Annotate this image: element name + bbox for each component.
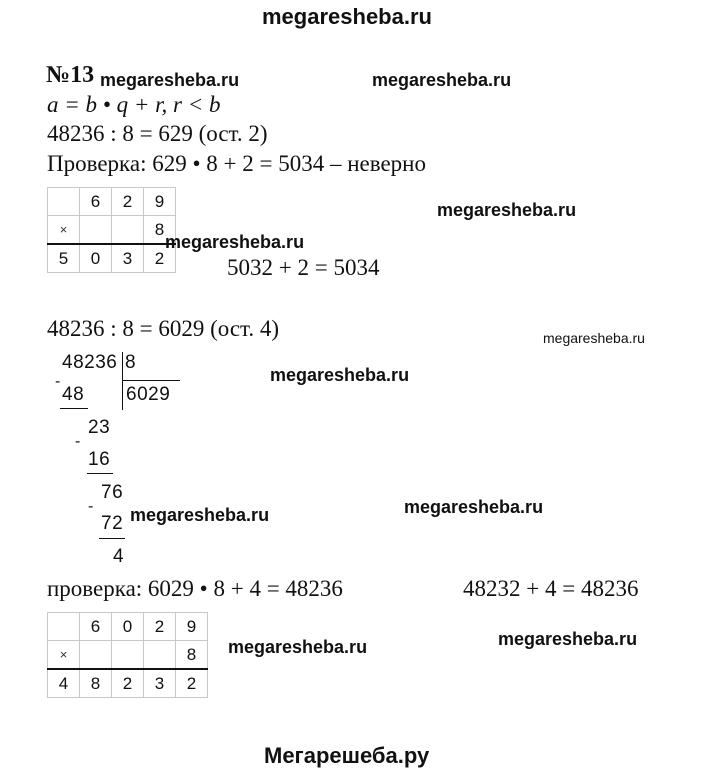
watermark-inline: megaresheba.ru <box>372 70 512 90</box>
underline <box>87 473 113 474</box>
grid-cell: 8 <box>176 641 208 670</box>
solution-line-1: 48236 : 8 = 629 (ост. 2) <box>47 121 268 146</box>
multiplication-grid-1 <box>47 187 176 273</box>
grid-cell: 2 <box>144 244 176 273</box>
grid-cell: 3 <box>112 244 144 273</box>
partial-remainder-2: 76 <box>101 482 124 503</box>
subtrahend-1: 48 <box>62 384 85 405</box>
grid-cell: 4 <box>48 669 80 698</box>
grid-cell: 2 <box>112 669 144 698</box>
multiply-sign: × <box>48 641 80 670</box>
check-line-1: Проверка: 629 • 8 + 2 = 5034 – неверно <box>47 151 426 176</box>
watermark-inline: megaresheba.ru <box>130 505 270 525</box>
formula: a = b • q + r, r < b <box>47 92 221 117</box>
grid-cell: 2 <box>144 613 176 641</box>
grid-cell: 0 <box>112 613 144 641</box>
multiply-sign: × <box>48 216 80 245</box>
subtrahend-3: 72 <box>101 513 124 534</box>
grid-cell <box>112 641 144 670</box>
divisor: 8 <box>125 352 137 373</box>
dividend: 48236 <box>62 352 118 373</box>
grid-cell: 3 <box>144 669 176 698</box>
underline <box>99 538 125 539</box>
grid-cell: 8 <box>144 216 176 245</box>
watermark-inline: megaresheba.ru <box>228 637 368 657</box>
underline <box>60 408 88 409</box>
quotient: 6029 <box>126 384 171 405</box>
grid-cell <box>48 613 80 641</box>
footer-watermark: Мегарешеба.ру <box>264 743 430 768</box>
grid-cell <box>80 216 112 245</box>
header-watermark: megaresheba.ru <box>262 4 432 29</box>
division-horizontal-line <box>122 380 180 381</box>
grid-cell: 5 <box>48 244 80 273</box>
minus-sign: - <box>55 373 61 390</box>
minus-sign: - <box>75 433 81 450</box>
grid-cell: 2 <box>112 188 144 216</box>
check-line-2-addition: 48232 + 4 = 48236 <box>463 576 639 601</box>
watermark-inline: megaresheba.ru <box>404 497 544 517</box>
minus-sign: - <box>88 498 94 515</box>
subtrahend-2: 16 <box>88 449 111 470</box>
grid-cell <box>112 216 144 245</box>
grid-cell: 6 <box>80 188 112 216</box>
watermark-small: megaresheba.ru <box>543 330 645 346</box>
grid-cell: 2 <box>176 669 208 698</box>
grid-cell: 9 <box>144 188 176 216</box>
grid-cell <box>48 188 80 216</box>
task-number: №13 <box>46 62 95 88</box>
division-vertical-line <box>122 352 123 410</box>
watermark-inline: megaresheba.ru <box>165 232 305 252</box>
grid-cell: 6 <box>80 613 112 641</box>
grid-cell: 8 <box>80 669 112 698</box>
watermark-inline: megaresheba.ru <box>437 200 577 220</box>
watermark-inline: megaresheba.ru <box>498 629 638 649</box>
watermark-inline: megaresheba.ru <box>270 365 410 385</box>
addition-line: 5032 + 2 = 5034 <box>227 255 380 280</box>
multiplication-grid-2 <box>47 612 208 698</box>
watermark-inline: megaresheba.ru <box>100 70 240 90</box>
check-line-2: проверка: 6029 • 8 + 4 = 48236 <box>47 576 343 601</box>
partial-remainder-1: 23 <box>88 417 111 438</box>
solution-line-2: 48236 : 8 = 6029 (ост. 4) <box>47 316 280 341</box>
grid-cell: 9 <box>176 613 208 641</box>
remainder: 4 <box>113 546 125 567</box>
grid-cell <box>80 641 112 670</box>
grid-cell: 0 <box>80 244 112 273</box>
grid-cell <box>144 641 176 670</box>
